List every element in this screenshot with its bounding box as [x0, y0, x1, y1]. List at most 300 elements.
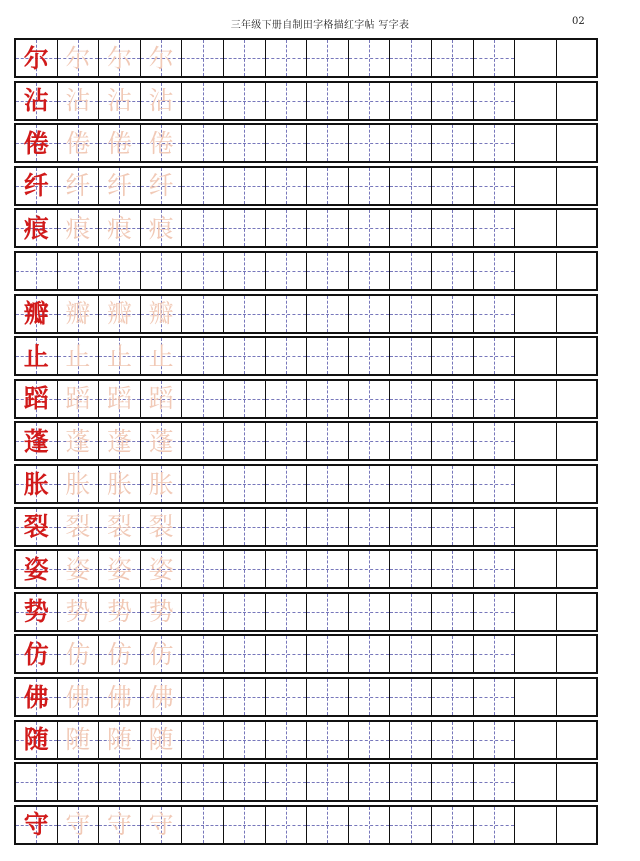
tianzige-cell[interactable]: [16, 83, 58, 119]
tianzige-cell[interactable]: [349, 679, 391, 715]
worksheet-row: [14, 634, 598, 674]
tianzige-cell[interactable]: [141, 423, 183, 459]
tianzige-cell[interactable]: [58, 381, 100, 417]
tianzige-cell[interactable]: [390, 381, 432, 417]
blank-cell[interactable]: [515, 636, 557, 672]
blank-cell[interactable]: [515, 509, 557, 545]
tianzige-cell[interactable]: [99, 722, 141, 758]
tianzige-cell[interactable]: [99, 338, 141, 374]
tianzige-cell[interactable]: [224, 40, 266, 76]
tianzige-cell[interactable]: [99, 423, 141, 459]
tianzige-cell[interactable]: [224, 296, 266, 332]
blank-cell[interactable]: [557, 253, 599, 289]
tianzige-cell[interactable]: [474, 125, 516, 161]
tianzige-cell[interactable]: [266, 40, 308, 76]
tianzige-cell[interactable]: [141, 296, 183, 332]
tianzige-cell[interactable]: [349, 594, 391, 630]
tianzige-cell[interactable]: [432, 253, 474, 289]
tianzige-cell[interactable]: [307, 338, 349, 374]
tianzige-cell[interactable]: [390, 296, 432, 332]
tianzige-cell[interactable]: [58, 210, 100, 246]
tianzige-cell[interactable]: [266, 168, 308, 204]
tianzige-cell[interactable]: [141, 594, 183, 630]
tianzige-cell[interactable]: [349, 764, 391, 800]
tianzige-cell[interactable]: [349, 168, 391, 204]
tianzige-cell[interactable]: [224, 722, 266, 758]
tianzige-cell[interactable]: [390, 338, 432, 374]
tianzige-cell[interactable]: [474, 83, 516, 119]
blank-cell[interactable]: [515, 466, 557, 502]
tianzige-cell[interactable]: [224, 83, 266, 119]
blank-cell[interactable]: [557, 168, 599, 204]
horizontal-guide-line: [474, 58, 515, 59]
tianzige-cell[interactable]: [474, 40, 516, 76]
tianzige-cell[interactable]: [474, 807, 516, 843]
tianzige-cell[interactable]: [349, 253, 391, 289]
horizontal-guide-line: [390, 527, 431, 528]
tianzige-cell[interactable]: [432, 551, 474, 587]
tianzige-cell[interactable]: [349, 83, 391, 119]
tianzige-cell[interactable]: [224, 509, 266, 545]
tianzige-cell[interactable]: [224, 168, 266, 204]
tianzige-cell[interactable]: [307, 83, 349, 119]
trace-character: 裂: [148, 512, 174, 542]
tianzige-cell[interactable]: [390, 764, 432, 800]
tianzige-cell[interactable]: [474, 210, 516, 246]
tianzige-cell[interactable]: [224, 636, 266, 672]
tianzige-cell[interactable]: [182, 296, 224, 332]
tianzige-cell[interactable]: [390, 83, 432, 119]
blank-cell[interactable]: [515, 381, 557, 417]
horizontal-guide-line: [99, 271, 140, 272]
blank-cell[interactable]: [515, 807, 557, 843]
horizontal-guide-line: [432, 143, 473, 144]
tianzige-cell[interactable]: [99, 168, 141, 204]
tianzige-cell[interactable]: [99, 679, 141, 715]
tianzige-cell[interactable]: [58, 509, 100, 545]
tianzige-cell[interactable]: [16, 551, 58, 587]
tianzige-cell[interactable]: [349, 381, 391, 417]
blank-cell[interactable]: [515, 679, 557, 715]
tianzige-cell[interactable]: [266, 551, 308, 587]
tianzige-cell[interactable]: [266, 594, 308, 630]
tianzige-cell[interactable]: [390, 551, 432, 587]
tianzige-cell[interactable]: [432, 722, 474, 758]
tianzige-cell[interactable]: [307, 594, 349, 630]
tianzige-cell[interactable]: [182, 423, 224, 459]
tianzige-cell[interactable]: [182, 509, 224, 545]
tianzige-cell[interactable]: [182, 168, 224, 204]
tianzige-cell[interactable]: [266, 509, 308, 545]
tianzige-cell[interactable]: [16, 296, 58, 332]
horizontal-guide-line: [390, 825, 431, 826]
horizontal-guide-line: [266, 527, 307, 528]
trace-character: 纤: [148, 171, 174, 201]
horizontal-guide-line: [307, 356, 348, 357]
tianzige-cell[interactable]: [99, 636, 141, 672]
tianzige-cell[interactable]: [349, 423, 391, 459]
tianzige-cell[interactable]: [99, 381, 141, 417]
tianzige-cell[interactable]: [432, 381, 474, 417]
tianzige-cell[interactable]: [390, 466, 432, 502]
horizontal-guide-line: [182, 101, 223, 102]
tianzige-cell[interactable]: [432, 594, 474, 630]
tianzige-cell[interactable]: [307, 509, 349, 545]
tianzige-cell[interactable]: [16, 509, 58, 545]
tianzige-cell[interactable]: [349, 338, 391, 374]
tianzige-cell[interactable]: [58, 551, 100, 587]
tianzige-cell[interactable]: [16, 764, 58, 800]
tianzige-cell[interactable]: [99, 551, 141, 587]
trace-character: 姿: [106, 554, 132, 584]
tianzige-cell[interactable]: [224, 381, 266, 417]
tianzige-cell[interactable]: [141, 509, 183, 545]
tianzige-cell[interactable]: [390, 594, 432, 630]
tianzige-cell[interactable]: [99, 509, 141, 545]
tianzige-cell[interactable]: [307, 722, 349, 758]
tianzige-cell[interactable]: [58, 168, 100, 204]
tianzige-cell[interactable]: [182, 636, 224, 672]
tianzige-cell[interactable]: [266, 83, 308, 119]
tianzige-cell[interactable]: [141, 40, 183, 76]
tianzige-cell[interactable]: [16, 381, 58, 417]
blank-cell[interactable]: [515, 210, 557, 246]
tianzige-cell[interactable]: [224, 466, 266, 502]
tianzige-cell[interactable]: [432, 466, 474, 502]
tianzige-cell[interactable]: [58, 679, 100, 715]
blank-cell[interactable]: [557, 296, 599, 332]
tianzige-cell[interactable]: [307, 679, 349, 715]
tianzige-cell[interactable]: [307, 40, 349, 76]
tianzige-cell[interactable]: [99, 594, 141, 630]
tianzige-cell[interactable]: [474, 296, 516, 332]
tianzige-cell[interactable]: [266, 210, 308, 246]
blank-cell[interactable]: [557, 509, 599, 545]
tianzige-cell[interactable]: [16, 40, 58, 76]
blank-cell[interactable]: [557, 551, 599, 587]
tianzige-cell[interactable]: [432, 679, 474, 715]
tianzige-cell[interactable]: [349, 509, 391, 545]
tianzige-cell[interactable]: [390, 168, 432, 204]
tianzige-cell[interactable]: [432, 509, 474, 545]
tianzige-cell[interactable]: [432, 125, 474, 161]
tianzige-cell[interactable]: [349, 125, 391, 161]
blank-cell[interactable]: [515, 423, 557, 459]
tianzige-cell[interactable]: [432, 423, 474, 459]
blank-cell[interactable]: [557, 466, 599, 502]
tianzige-cell[interactable]: [307, 125, 349, 161]
model-character: 蹈: [23, 384, 49, 414]
worksheet-row: [14, 805, 598, 845]
tianzige-cell[interactable]: [58, 125, 100, 161]
tianzige-cell[interactable]: [58, 338, 100, 374]
tianzige-cell[interactable]: [99, 83, 141, 119]
blank-cell[interactable]: [515, 83, 557, 119]
horizontal-guide-line: [432, 782, 473, 783]
tianzige-cell[interactable]: [182, 551, 224, 587]
tianzige-cell[interactable]: [390, 253, 432, 289]
blank-cell[interactable]: [557, 636, 599, 672]
blank-cell[interactable]: [515, 168, 557, 204]
tianzige-cell[interactable]: [349, 40, 391, 76]
blank-cell[interactable]: [557, 764, 599, 800]
blank-cell[interactable]: [515, 764, 557, 800]
tianzige-cell[interactable]: [432, 40, 474, 76]
tianzige-cell[interactable]: [182, 381, 224, 417]
tianzige-cell[interactable]: [307, 466, 349, 502]
horizontal-guide-line: [266, 697, 307, 698]
tianzige-cell[interactable]: [182, 466, 224, 502]
tianzige-cell[interactable]: [16, 125, 58, 161]
tianzige-cell[interactable]: [141, 83, 183, 119]
tianzige-cell[interactable]: [474, 168, 516, 204]
tianzige-cell[interactable]: [182, 83, 224, 119]
tianzige-cell[interactable]: [266, 679, 308, 715]
tianzige-cell[interactable]: [349, 210, 391, 246]
tianzige-cell[interactable]: [99, 466, 141, 502]
tianzige-cell[interactable]: [307, 807, 349, 843]
tianzige-cell[interactable]: [390, 679, 432, 715]
tianzige-cell[interactable]: [307, 210, 349, 246]
tianzige-cell[interactable]: [390, 40, 432, 76]
tianzige-cell[interactable]: [349, 466, 391, 502]
tianzige-cell[interactable]: [432, 338, 474, 374]
blank-cell[interactable]: [515, 722, 557, 758]
tianzige-cell[interactable]: [224, 679, 266, 715]
tianzige-cell[interactable]: [182, 679, 224, 715]
blank-cell[interactable]: [515, 338, 557, 374]
tianzige-cell[interactable]: [99, 210, 141, 246]
trace-character: 守: [106, 810, 132, 840]
tianzige-cell[interactable]: [224, 125, 266, 161]
tianzige-cell[interactable]: [432, 83, 474, 119]
tianzige-cell[interactable]: [182, 338, 224, 374]
tianzige-cell[interactable]: [224, 423, 266, 459]
tianzige-cell[interactable]: [432, 807, 474, 843]
horizontal-guide-line: [58, 271, 99, 272]
tianzige-cell[interactable]: [307, 253, 349, 289]
blank-cell[interactable]: [557, 210, 599, 246]
tianzige-cell[interactable]: [182, 807, 224, 843]
tianzige-cell[interactable]: [307, 168, 349, 204]
model-character: 倦: [23, 128, 49, 158]
tianzige-cell[interactable]: [307, 423, 349, 459]
horizontal-guide-line: [307, 186, 348, 187]
tianzige-cell[interactable]: [141, 679, 183, 715]
tianzige-cell[interactable]: [266, 381, 308, 417]
tianzige-cell[interactable]: [224, 551, 266, 587]
tianzige-cell[interactable]: [307, 636, 349, 672]
tianzige-cell[interactable]: [474, 722, 516, 758]
tianzige-cell[interactable]: [99, 125, 141, 161]
tianzige-cell[interactable]: [99, 253, 141, 289]
tianzige-cell[interactable]: [349, 551, 391, 587]
tianzige-cell[interactable]: [182, 594, 224, 630]
tianzige-cell[interactable]: [141, 338, 183, 374]
horizontal-guide-line: [307, 484, 348, 485]
tianzige-cell[interactable]: [58, 296, 100, 332]
tianzige-cell[interactable]: [58, 636, 100, 672]
tianzige-cell[interactable]: [141, 722, 183, 758]
tianzige-cell[interactable]: [224, 253, 266, 289]
tianzige-cell[interactable]: [141, 253, 183, 289]
tianzige-cell[interactable]: [16, 594, 58, 630]
blank-cell[interactable]: [515, 296, 557, 332]
tianzige-cell[interactable]: [224, 764, 266, 800]
tianzige-cell[interactable]: [16, 210, 58, 246]
tianzige-cell[interactable]: [390, 722, 432, 758]
blank-cell[interactable]: [515, 40, 557, 76]
blank-cell[interactable]: [557, 679, 599, 715]
tianzige-cell[interactable]: [266, 423, 308, 459]
tianzige-cell[interactable]: [349, 807, 391, 843]
tianzige-cell[interactable]: [141, 636, 183, 672]
tianzige-cell[interactable]: [266, 125, 308, 161]
tianzige-cell[interactable]: [16, 679, 58, 715]
tianzige-cell[interactable]: [141, 807, 183, 843]
trace-character: 仿: [65, 639, 91, 669]
tianzige-cell[interactable]: [58, 83, 100, 119]
tianzige-cell[interactable]: [141, 466, 183, 502]
tianzige-cell[interactable]: [16, 636, 58, 672]
tianzige-cell[interactable]: [266, 253, 308, 289]
model-character: 守: [23, 810, 49, 840]
blank-cell[interactable]: [515, 551, 557, 587]
tianzige-cell[interactable]: [58, 40, 100, 76]
blank-cell[interactable]: [557, 423, 599, 459]
worksheet-row: [14, 123, 598, 163]
blank-cell[interactable]: [557, 338, 599, 374]
tianzige-cell[interactable]: [58, 423, 100, 459]
tianzige-cell[interactable]: [182, 210, 224, 246]
tianzige-cell[interactable]: [390, 423, 432, 459]
tianzige-cell[interactable]: [58, 764, 100, 800]
tianzige-cell[interactable]: [141, 210, 183, 246]
tianzige-cell[interactable]: [141, 764, 183, 800]
tianzige-cell[interactable]: [474, 551, 516, 587]
blank-cell[interactable]: [515, 253, 557, 289]
blank-cell[interactable]: [557, 807, 599, 843]
tianzige-cell[interactable]: [474, 466, 516, 502]
tianzige-cell[interactable]: [349, 296, 391, 332]
tianzige-cell[interactable]: [16, 338, 58, 374]
tianzige-cell[interactable]: [390, 636, 432, 672]
tianzige-cell[interactable]: [58, 594, 100, 630]
blank-cell[interactable]: [557, 381, 599, 417]
tianzige-cell[interactable]: [16, 722, 58, 758]
tianzige-cell[interactable]: [99, 40, 141, 76]
tianzige-cell[interactable]: [349, 722, 391, 758]
tianzige-cell[interactable]: [307, 551, 349, 587]
tianzige-cell[interactable]: [141, 125, 183, 161]
blank-cell[interactable]: [557, 125, 599, 161]
tianzige-cell[interactable]: [58, 807, 100, 843]
horizontal-guide-line: [432, 314, 473, 315]
tianzige-cell[interactable]: [390, 125, 432, 161]
horizontal-guide-line: [266, 143, 307, 144]
horizontal-guide-line: [432, 484, 473, 485]
tianzige-cell[interactable]: [224, 594, 266, 630]
tianzige-cell[interactable]: [16, 168, 58, 204]
tianzige-cell[interactable]: [58, 722, 100, 758]
tianzige-cell[interactable]: [224, 210, 266, 246]
blank-cell[interactable]: [557, 594, 599, 630]
trace-character: 倦: [106, 128, 132, 158]
tianzige-cell[interactable]: [266, 764, 308, 800]
tianzige-cell[interactable]: [349, 636, 391, 672]
tianzige-cell[interactable]: [432, 296, 474, 332]
tianzige-cell[interactable]: [99, 296, 141, 332]
tianzige-cell[interactable]: [141, 551, 183, 587]
tianzige-cell[interactable]: [307, 764, 349, 800]
tianzige-cell[interactable]: [266, 722, 308, 758]
tianzige-cell[interactable]: [432, 764, 474, 800]
tianzige-cell[interactable]: [474, 509, 516, 545]
horizontal-guide-line: [349, 143, 390, 144]
tianzige-cell[interactable]: [307, 296, 349, 332]
tianzige-cell[interactable]: [474, 636, 516, 672]
tianzige-cell[interactable]: [474, 679, 516, 715]
model-character: 瓣: [23, 299, 49, 329]
tianzige-cell[interactable]: [58, 466, 100, 502]
blank-cell[interactable]: [557, 40, 599, 76]
tianzige-cell[interactable]: [58, 253, 100, 289]
tianzige-cell[interactable]: [16, 466, 58, 502]
tianzige-cell[interactable]: [182, 125, 224, 161]
tianzige-cell[interactable]: [182, 722, 224, 758]
blank-cell[interactable]: [557, 722, 599, 758]
horizontal-guide-line: [266, 399, 307, 400]
tianzige-cell[interactable]: [266, 296, 308, 332]
tianzige-cell[interactable]: [224, 338, 266, 374]
tianzige-cell[interactable]: [474, 764, 516, 800]
tianzige-cell[interactable]: [266, 807, 308, 843]
tianzige-cell[interactable]: [99, 764, 141, 800]
tianzige-cell[interactable]: [474, 338, 516, 374]
tianzige-cell[interactable]: [474, 381, 516, 417]
tianzige-cell[interactable]: [266, 466, 308, 502]
blank-cell[interactable]: [515, 594, 557, 630]
tianzige-cell[interactable]: [390, 210, 432, 246]
horizontal-guide-line: [390, 58, 431, 59]
tianzige-cell[interactable]: [474, 423, 516, 459]
tianzige-cell[interactable]: [141, 168, 183, 204]
blank-cell[interactable]: [515, 125, 557, 161]
tianzige-cell[interactable]: [16, 807, 58, 843]
tianzige-cell[interactable]: [224, 807, 266, 843]
tianzige-cell[interactable]: [390, 509, 432, 545]
tianzige-cell[interactable]: [16, 423, 58, 459]
tianzige-cell[interactable]: [474, 253, 516, 289]
horizontal-guide-line: [432, 654, 473, 655]
tianzige-cell[interactable]: [16, 253, 58, 289]
tianzige-cell[interactable]: [182, 40, 224, 76]
tianzige-cell[interactable]: [141, 381, 183, 417]
tianzige-cell[interactable]: [266, 636, 308, 672]
trace-character: 裂: [65, 512, 91, 542]
tianzige-cell[interactable]: [390, 807, 432, 843]
tianzige-cell[interactable]: [474, 594, 516, 630]
tianzige-cell[interactable]: [266, 338, 308, 374]
blank-cell[interactable]: [557, 83, 599, 119]
tianzige-cell[interactable]: [307, 381, 349, 417]
tianzige-cell[interactable]: [432, 168, 474, 204]
tianzige-cell[interactable]: [182, 253, 224, 289]
tianzige-cell[interactable]: [182, 764, 224, 800]
tianzige-cell[interactable]: [432, 636, 474, 672]
tianzige-cell[interactable]: [432, 210, 474, 246]
tianzige-cell[interactable]: [99, 807, 141, 843]
